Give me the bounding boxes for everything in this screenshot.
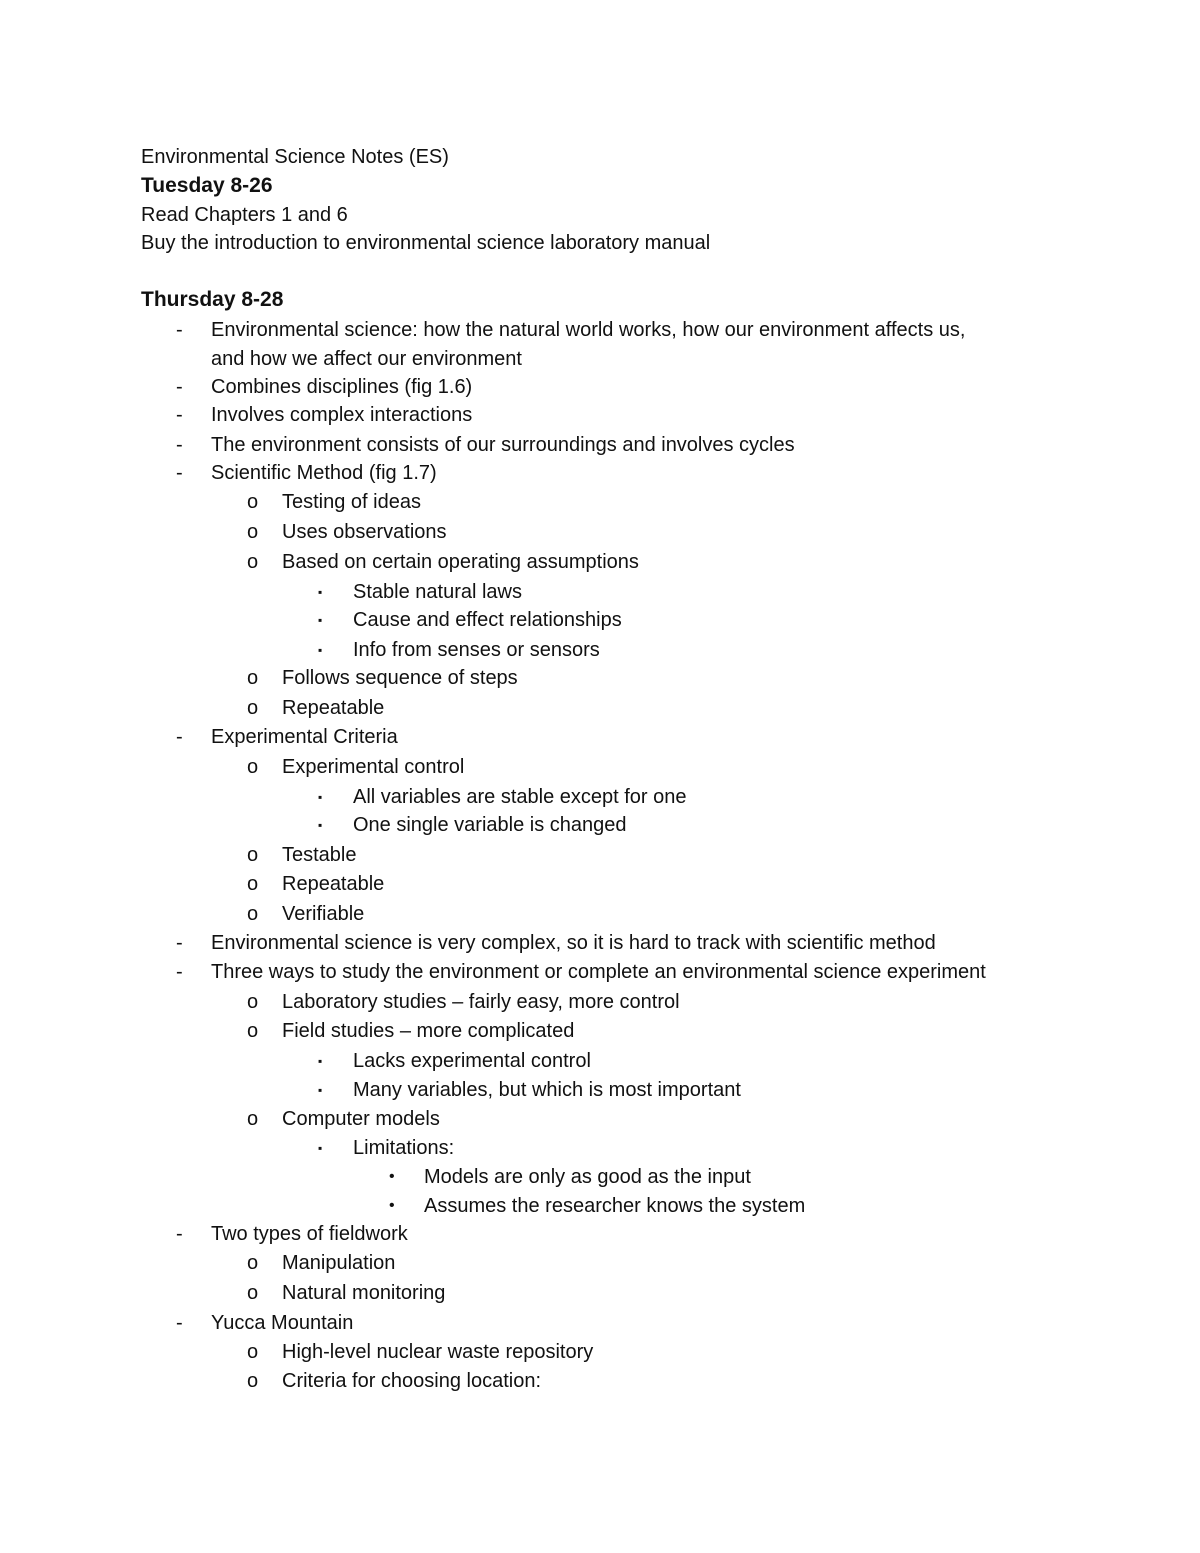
list-item: Field studies – more complicated [282,1020,575,1042]
list-item: Testing of ideas [282,491,421,513]
list-item: Verifiable [282,903,365,925]
list-item: Scientific Method (fig 1.7) [211,462,437,484]
dash-bullet: - [176,319,183,341]
circle-bullet: o [247,697,259,719]
list-item: High-level nuclear waste repository [282,1341,594,1363]
circle-bullet: o [247,1370,259,1392]
list-item: Laboratory studies – fairly easy, more control [282,991,680,1013]
list-item: Follows sequence of steps [282,667,518,689]
list-item: Computer models [282,1108,440,1130]
list-item: Repeatable [282,697,385,719]
list-item: Uses observations [282,521,447,543]
dash-bullet: - [176,376,183,398]
list-item: Lacks experimental control [353,1050,591,1072]
dash-bullet: - [176,434,183,456]
list-item: Cause and effect relationships [353,609,622,631]
list-item: Testable [282,844,357,866]
circle-bullet: o [247,1341,259,1363]
thursday-heading: Thursday 8-28 [141,288,284,311]
circle-bullet: o [247,551,259,573]
list-item: Three ways to study the environment or complete an environmental science experiment [211,961,986,983]
list-item: Two types of fieldwork [211,1223,408,1245]
list-item-continuation: and how we affect our environment [211,348,522,370]
list-item: Yucca Mountain [211,1312,354,1334]
list-item: Experimental Criteria [211,726,398,748]
dot-bullet: • [389,1168,395,1185]
list-item: Stable natural laws [353,581,522,603]
list-item: Limitations: [353,1137,455,1159]
dash-bullet: - [176,961,183,983]
circle-bullet: o [247,873,259,895]
list-item: Manipulation [282,1252,396,1274]
circle-bullet: o [247,991,259,1013]
circle-bullet: o [247,903,259,925]
square-bullet: ▪ [318,613,323,627]
document-title: Environmental Science Notes (ES) [141,146,449,168]
list-item: All variables are stable except for one [353,786,687,808]
square-bullet: ▪ [318,643,323,657]
dot-bullet: • [389,1197,395,1214]
list-item: Models are only as good as the input [424,1166,751,1188]
circle-bullet: o [247,1108,259,1130]
square-bullet: ▪ [318,585,323,599]
square-bullet: ▪ [318,1054,323,1068]
square-bullet: ▪ [318,818,323,832]
circle-bullet: o [247,521,259,543]
list-item: Repeatable [282,873,385,895]
list-item: Natural monitoring [282,1282,446,1304]
circle-bullet: o [247,844,259,866]
list-item: Info from senses or sensors [353,639,600,661]
circle-bullet: o [247,491,259,513]
dash-bullet: - [176,462,183,484]
list-item: The environment consists of our surroundings and involves cycles [211,434,795,456]
dash-bullet: - [176,932,183,954]
square-bullet: ▪ [318,1083,323,1097]
tuesday-line: Read Chapters 1 and 6 [141,204,348,226]
square-bullet: ▪ [318,1141,323,1155]
list-item: Criteria for choosing location: [282,1370,542,1392]
list-item: Experimental control [282,756,465,778]
list-item: Based on certain operating assumptions [282,551,639,573]
circle-bullet: o [247,1252,259,1274]
square-bullet: ▪ [318,790,323,804]
circle-bullet: o [247,667,259,689]
list-item: Environmental science is very complex, so it is hard to track with scientific method [211,932,936,954]
list-item: Many variables, but which is most important [353,1079,741,1101]
list-item: Assumes the researcher knows the system [424,1195,806,1217]
circle-bullet: o [247,1020,259,1042]
dash-bullet: - [176,404,183,426]
dash-bullet: - [176,726,183,748]
list-item: Combines disciplines (fig 1.6) [211,376,473,398]
dash-bullet: - [176,1312,183,1334]
circle-bullet: o [247,1282,259,1304]
list-item: Environmental science: how the natural world works, how our environment affects us, [211,319,966,341]
list-item: Involves complex interactions [211,404,473,426]
dash-bullet: - [176,1223,183,1245]
circle-bullet: o [247,756,259,778]
tuesday-line: Buy the introduction to environmental science laboratory manual [141,232,711,254]
tuesday-heading: Tuesday 8-26 [141,174,273,197]
list-item: One single variable is changed [353,814,627,836]
